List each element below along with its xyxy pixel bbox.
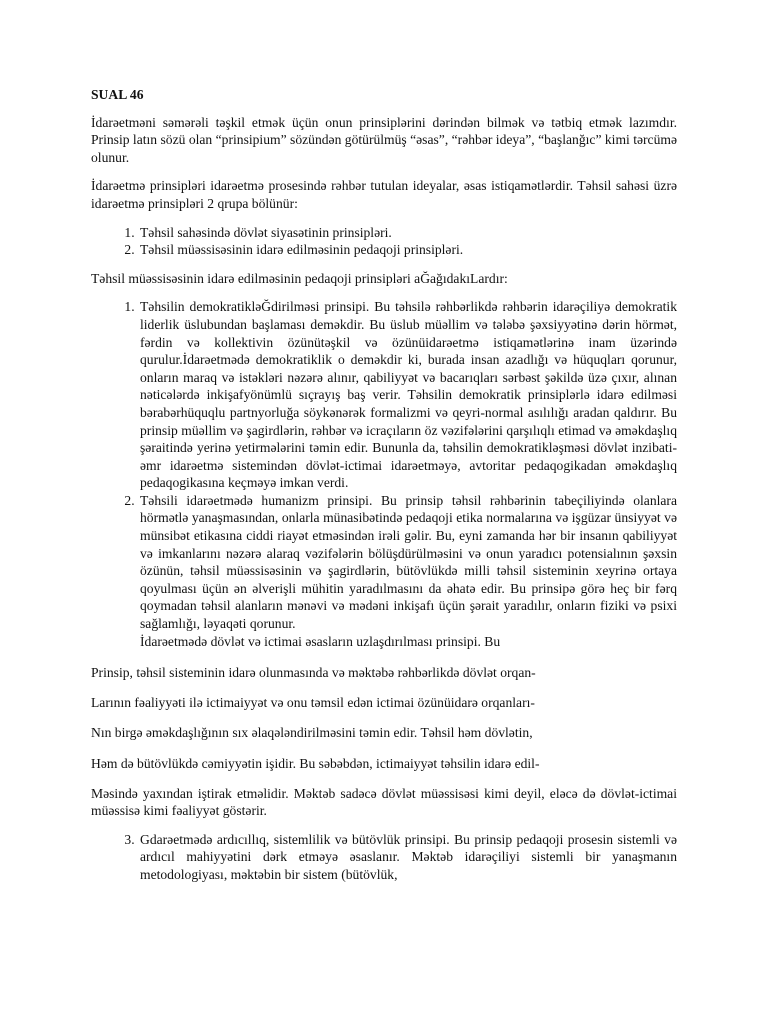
list-item <box>138 492 677 650</box>
state-public-paragraph: Məsində yaxından iştirak etməlidir. Məktəb sadəcə dövlət müəssisəsi kimi deyil, eləcə də dövlət-ictimai müəssisə kimi fəaliyyət göstərir. <box>91 785 677 819</box>
principle-democratization: Təhsilin demokratikləĞdirilməsi prinsipi. Bu təhsilə rəhbərlikdə rəhbərin idarəçiliyə demokratik liderlik üslubundan başlaması deməkdir. Bu üslub müəllim və tələbə şəxsiyyətinə dərin hörmət, fərdin və kollektivin özünütəşkil və özünüidarəetmə istiqamətlərinə inam üzərində qurulur.İdarəetmədə demokratiklik o deməkdir ki, burada insan azadlığı və hüquqları qorunur, onların maraq və istəkləri nəzərə alınır, qabiliyyət və bacarıqları sərbəst şəkildə üzə çıxır, alınan nəticələrdə inkişafyönümlü sıçrayış baş verir. Təhsilin demokratik prinsiplərlə idarə edilməsi bərabərhüquqlu partnyorluğa söykənərək formalizmi və qeyri-normal asılılığı aradan qaldırır. Bu prinsip müəllim və şagirdlərin, rəhbər və icraçıların öz vəzifələrini qarşılıqlı etimad və əməkdaşlıq şəraitində yerinə yetirmələrini təmin edir. Bununla da, təhsilin demokratikləşməsi dövlət inzibati-əmr idarəetmə sistemindən dövlət-ictimai idarəetməyə, avtoritar pedaqogikadan əməkdaşlıq pedaqogikasına keçməyə imkan verdi. <box>140 299 677 491</box>
continuation-lines <box>91 664 677 772</box>
document-title: SUAL 46 <box>91 87 144 102</box>
pedagogical-principles-list <box>91 298 677 650</box>
principle-state-public-heading: İdarəetmədə dövlət və ictimai əsasların uzlaşdırılması prinsipi. Bu <box>140 633 501 649</box>
text-line: Həm də bütövlükdə cəmiyyətin işidir. Bu səbəbdən, ictimaiyyət təhsilin idarə edil- <box>91 755 540 771</box>
text-line: Nın birgə əməkdaşlığının sıx əlaqələndirilməsini təmin edir. Təhsil həm dövlətin, <box>91 725 533 741</box>
document-page <box>91 86 677 895</box>
principle-humanism: Təhsili idarəetmədə humanizm prinsipi. Bu prinsip təhsil rəhbərinin tabeçiliyində olanlara hörmətlə yanaşmasından, onlarla münasibətində pedaqoji etika normalarına və işgüzar ünsiyyət və münsibət etikasına ciddi riayət etməsindən irəli gəlir. Bu, eyni zamanda hər bir insanın qabiliyyət və imkanlarını nəzərə alaraq vəzifələrin bölüşdürülməsini və onun yaradıcı potensialının şəxsin özünün, təhsil müəssisəsinin və şagirdlərin, bütövlükdə milli təhsil sisteminin xeyrinə ortaya qoyulması üçün ən əlverişli mühitin yaradılmasını da əhatə edir. Bu prinsipə görə heç bir fərq qoymadan təhsil alanların mənəvi və mədəni inkişafı üçün şərait yaradılır, onların fiziki və psixi sağlamlığı, ləyaqəti qorunur. <box>140 492 677 632</box>
text-line: Prinsip, təhsil sisteminin idarə olunmasında və məktəbə rəhbərlikdə dövlət orqan- <box>91 665 536 681</box>
intro-paragraph: İdarəetməni səmərəli təşkil etmək üçün onun prinsiplərini dərindən bilmək və tətbiq etmək lazımdır. Prinsip latın sözü olan “prinsipium” sözündən götürülmüş “əsas”, “rəhbər ideya”, “başlanğıc” kimi tərcümə olunur. <box>91 114 677 165</box>
pedagogical-principles-intro: Təhsil müəssisəsinin idarə edilməsinin pedaqoji prinsipləri aĞağıdakıLardır: <box>91 270 508 286</box>
principles-definition-paragraph: İdarəetmə prinsipləri idarəetmə prosesində rəhbər tutulan ideyalar, əsas istiqamətlərdir. Təhsil sahəsi üzrə idarəetmə prinsipləri 2 qrupa bölünür: <box>91 178 677 211</box>
list-item <box>138 298 677 492</box>
text-line: Larının fəaliyyəti ilə ictimaiyyət və onu təmsil edən ictimai özünüidarə orqanları- <box>91 695 535 711</box>
principle-groups-list <box>91 224 677 259</box>
list-item: 2. Təhsil müəssisəsinin idarə edilməsinin pedaqoji prinsipləri. <box>138 241 677 259</box>
list-item: 1. Təhsil sahəsində dövlət siyasətinin prinsipləri. <box>138 224 677 242</box>
list-item: 3. Gdarəetmədə ardıcıllıq, sistemlilik və bütövlük prinsipi. Bu prinsip pedaqoji prosesin sistemli və ardıcıl mahiyyətini dərk etməyə əsaslanır. Məktəb idarəçiliyi sistemli bir yanaşmanın metodologiyası, məktəbin bir sistem (bütövlük, <box>138 831 677 884</box>
pedagogical-principles-list-continued <box>91 831 677 884</box>
